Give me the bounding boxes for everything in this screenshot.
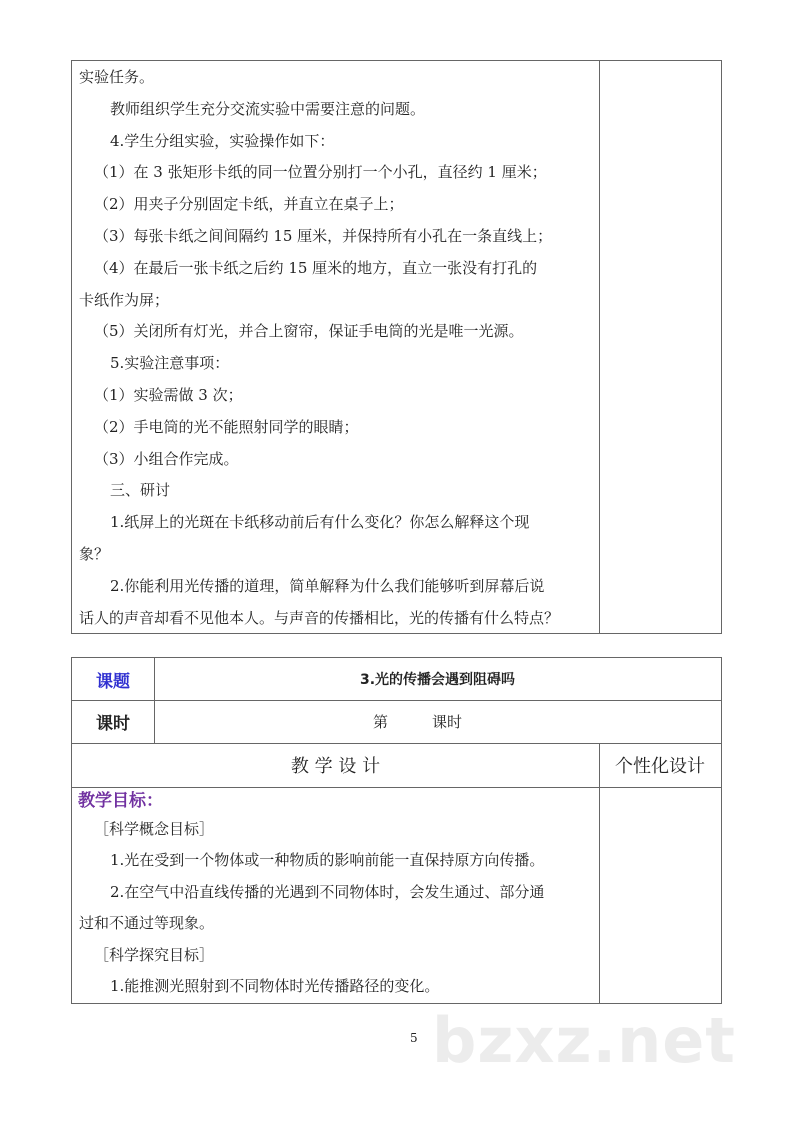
text-line: （2）手电筒的光不能照射同学的眼睛； xyxy=(94,417,359,436)
period-value xyxy=(154,700,721,743)
text-line: 实验任务。 xyxy=(79,68,155,86)
text-line: （1）在 3 张矩形卡纸的同一位置分别打一个小孔，直径约 1 厘米； xyxy=(94,163,547,182)
design-header: 教 学 设 计 xyxy=(72,743,600,787)
period-suffix: 课时 xyxy=(432,713,463,731)
continued-lesson-table xyxy=(71,60,722,634)
text-line: 过和不通过等现象。 xyxy=(79,914,215,933)
design-header-row xyxy=(72,743,721,788)
personal-header: 个性化设计 xyxy=(615,756,705,777)
text-line: 5.实验注意事项： xyxy=(110,354,230,373)
watermark: bzxz.net xyxy=(432,1004,736,1077)
text-line: 2.你能利用光传播的道理，简单解释为什么我们能够听到屏幕后说 xyxy=(110,576,545,595)
text-line: 话人的声音却看不见他本人。与声音的传播相比，光的传播有什么特点？ xyxy=(79,608,560,627)
text-line: 卡纸作为屏； xyxy=(79,290,170,309)
page-number: 5 xyxy=(410,1031,418,1045)
period-row xyxy=(72,700,721,744)
text-line: 三、研讨 xyxy=(110,481,171,500)
text-line: 1.能推测光照射到不同物体时光传播路径的变化。 xyxy=(110,976,440,995)
text-line: ［科学探究目标］ xyxy=(94,945,215,964)
text-line: 4.学生分组实验，实验操作如下： xyxy=(110,131,335,150)
text-line: （2）用夹子分别固定卡纸，并直立在桌子上； xyxy=(94,195,404,214)
lesson-plan-table xyxy=(71,657,722,1004)
text-line: 象？ xyxy=(79,544,110,563)
topic-value: 3.光的传播会遇到阻碍吗 xyxy=(359,672,516,688)
lesson-content xyxy=(79,62,594,634)
text-line: （3）小组合作完成。 xyxy=(94,449,239,468)
column-divider xyxy=(599,787,600,1003)
text-line: （3）每张卡纸之间间隔约 15 厘米，并保持所有小孔在一条直线上； xyxy=(94,226,553,245)
text-line: （1）实验需做 3 次； xyxy=(94,385,243,404)
text-line: 1.纸屏上的光斑在卡纸移动前后有什么变化？你怎么解释这个现 xyxy=(110,513,530,532)
text-line: ［科学概念目标］ xyxy=(94,820,215,838)
text-line: 教师组织学生充分交流实验中需要注意的问题。 xyxy=(110,99,426,118)
text-line: 1.光在受到一个物体或一种物质的影响前能一直保持原方向传播。 xyxy=(110,851,545,870)
goals-content xyxy=(79,788,594,1002)
period-label: 课时 xyxy=(72,700,155,743)
topic-row xyxy=(72,658,721,701)
text-line: 2.在空气中沿直线传播的光遇到不同物体时，会发生通过、部分通 xyxy=(110,882,545,901)
column-divider xyxy=(599,61,600,633)
text-line: （4）在最后一张卡纸之后约 15 厘米的地方，直立一张没有打孔的 xyxy=(94,258,538,277)
text-line: （5）关闭所有灯光，并合上窗帘，保证手电筒的光是唯一光源。 xyxy=(94,322,524,341)
goals-title: 教学目标： xyxy=(78,791,163,811)
period-prefix: 第 xyxy=(372,713,388,731)
topic-label: 课题 xyxy=(72,658,155,700)
